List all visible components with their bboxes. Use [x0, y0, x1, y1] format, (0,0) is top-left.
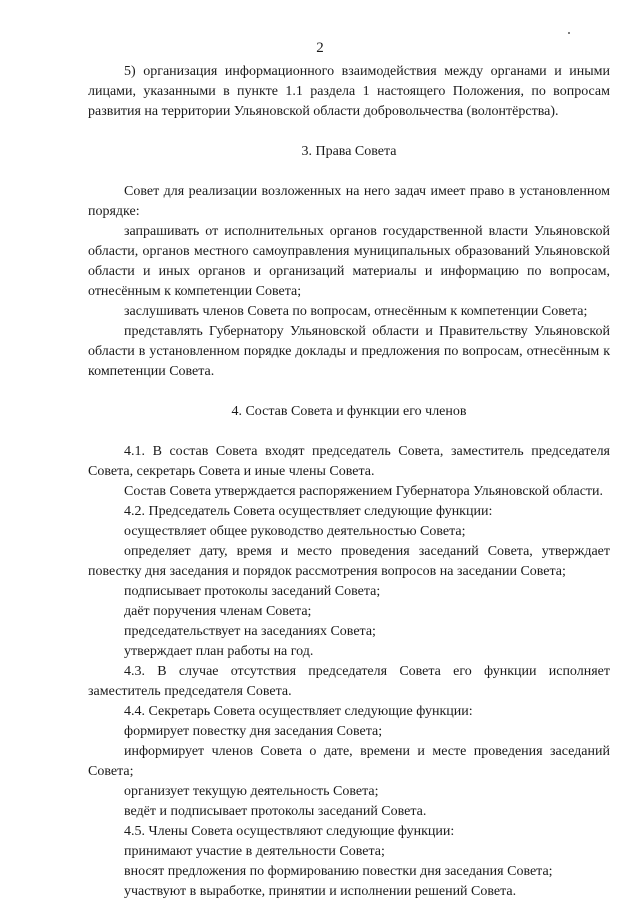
paragraph: даёт поручения членам Совета; [124, 604, 312, 619]
paragraph: утверждает план работы на год. [124, 644, 314, 659]
paragraph: организует текущую деятельность Совета; [124, 784, 379, 799]
section-3-heading: 3. Права Совета [301, 144, 397, 159]
paragraph: подписывает протоколы заседаний Совета; [124, 584, 381, 599]
paragraph: формирует повестку дня заседания Совета; [124, 724, 383, 739]
intro-paragraph: 5) организация информационного взаимодействия между органами и иными лицами, указанными в пункте 1.1 раздела 1 настоящего Положения, по вопросам развития на территории Ульяновской области добровольчества (волонтёрства). [88, 64, 610, 119]
section-4-heading: 4. Состав Совета и функции его членов [231, 404, 467, 419]
paragraph: 4.4. Секретарь Совета осуществляет следующие функции: [124, 704, 473, 719]
paragraph: определяет дату, время и место проведения заседаний Совета, утверждает повестку дня заседания и порядок рассмотрения вопросов на заседании Совета; [88, 544, 610, 579]
paragraph: Состав Совета утверждается распоряжением Губернатора Ульяновской области. [124, 484, 604, 499]
page-number: 2 [316, 40, 324, 56]
paragraph: запрашивать от исполнительных органов государственной власти Ульяновской области, органов местного самоуправления муниципальных образований Ульяновской области и иных органов и организаций материалы и информацию по вопросам, отнесённым к компетенции Совета; [88, 224, 610, 299]
document-body [88, 62, 610, 902]
paragraph: принимают участие в деятельности Совета; [124, 844, 385, 859]
paragraph: информирует членов Совета о дате, времени и месте проведения заседаний Совета; [88, 744, 610, 779]
paragraph: вносят предложения по формированию повестки дня заседания Совета; [124, 864, 553, 879]
paragraph: ведёт и подписывает протоколы заседаний Совета. [124, 804, 427, 819]
paragraph: осуществляет общее руководство деятельностью Совета; [124, 524, 466, 539]
paragraph: участвуют в выработке, принятии и исполнении решений Совета. [124, 884, 517, 899]
paragraph: заслушивать членов Совета по вопросам, отнесённым к компетенции Совета; [124, 304, 588, 319]
paragraph: 4.3. В случае отсутствия председателя Совета его функции исполняет заместитель председателя Совета. [88, 664, 610, 699]
paragraph: 4.1. В состав Совета входят председатель Совета, заместитель председателя Совета, секретарь Совета и иные члены Совета. [88, 444, 610, 479]
paragraph: 4.5. Члены Совета осуществляют следующие функции: [124, 824, 455, 839]
paragraph: председательствует на заседаниях Совета; [124, 624, 376, 639]
scan-speck [568, 32, 570, 34]
paragraph: Совет для реализации возложенных на него задач имеет право в установленном порядке: [88, 184, 610, 219]
paragraph: представлять Губернатору Ульяновской области и Правительству Ульяновской области в установленном порядке доклады и предложения по вопросам, отнесённым к компетенции Совета. [88, 324, 610, 379]
paragraph: 4.2. Председатель Совета осуществляет следующие функции: [124, 504, 493, 519]
